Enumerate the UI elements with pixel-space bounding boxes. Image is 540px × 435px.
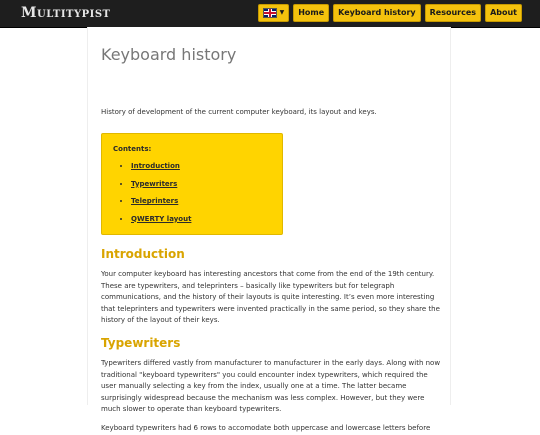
site-brand-logo[interactable]	[21, 5, 111, 21]
toc-link-qwerty-layout[interactable]: QWERTY layout	[131, 214, 192, 223]
section-typewriters-paragraph: Keyboard typewriters had 6 rows to accomodate both uppercase and lowercase letters before	[101, 424, 431, 432]
brand-name: Multitypist	[21, 5, 111, 21]
section-heading-introduction: Introduction	[101, 247, 185, 261]
nav-keyboard-history-label: Keyboard history	[338, 8, 416, 17]
table-of-contents	[101, 133, 283, 235]
nav-resources-label: Resources	[429, 8, 477, 17]
nav-about-button[interactable]	[485, 4, 522, 22]
chevron-down-icon: ▼	[279, 9, 285, 16]
section-typewriters-paragraph: Typewriters differed vastly from manufacturer to manufacturer in the early days. Along with now traditional "keyboard typewriters" you could encounter index typewriters, which required the user manually selecting a key from the index, usually one at a time. The latter became surprisingly widespread because the mechanism was less complex. However, but they were much slower to operate than keyboard typewriters.	[101, 359, 441, 413]
section-heading-typewriters: Typewriters	[101, 336, 181, 350]
page-title: Keyboard history	[101, 45, 237, 64]
toc-title: Contents:	[113, 145, 152, 153]
nav-home-label: Home	[298, 8, 325, 17]
toc-item	[131, 211, 271, 229]
toc-link-introduction[interactable]: Introduction	[131, 162, 180, 170]
main-content-panel	[88, 27, 450, 432]
toc-item	[131, 193, 271, 211]
toc-item	[131, 176, 271, 194]
toc-link-typewriters[interactable]: Typewriters	[131, 179, 178, 188]
toc-link-teleprinters[interactable]: Teleprinters	[131, 197, 179, 205]
page-intro: History of development of the current computer keyboard, its layout and keys.	[101, 108, 377, 116]
section-introduction-paragraph: Your computer keyboard has interesting ancestors that come from the end of the 19th century. These are typewriters, and teleprinters – basically like typewriters but for telegraph communications, and the history of their layouts is quite interesting. It’s even more interesting that teleprinters and typewriters were invented practically in the same period, so they share the history of the layout of their keys.	[101, 270, 440, 324]
nav-home-button[interactable]	[293, 4, 329, 22]
toc-list	[113, 158, 271, 228]
nav-keyboard-history-button[interactable]	[333, 4, 420, 22]
toc-item	[131, 158, 271, 176]
nav-menu	[258, 4, 522, 22]
nav-about-label: About	[490, 8, 517, 17]
top-navbar	[0, 0, 540, 28]
uk-flag-icon	[263, 8, 277, 18]
nav-resources-button[interactable]	[425, 4, 481, 22]
language-selector-button[interactable]	[258, 4, 290, 22]
